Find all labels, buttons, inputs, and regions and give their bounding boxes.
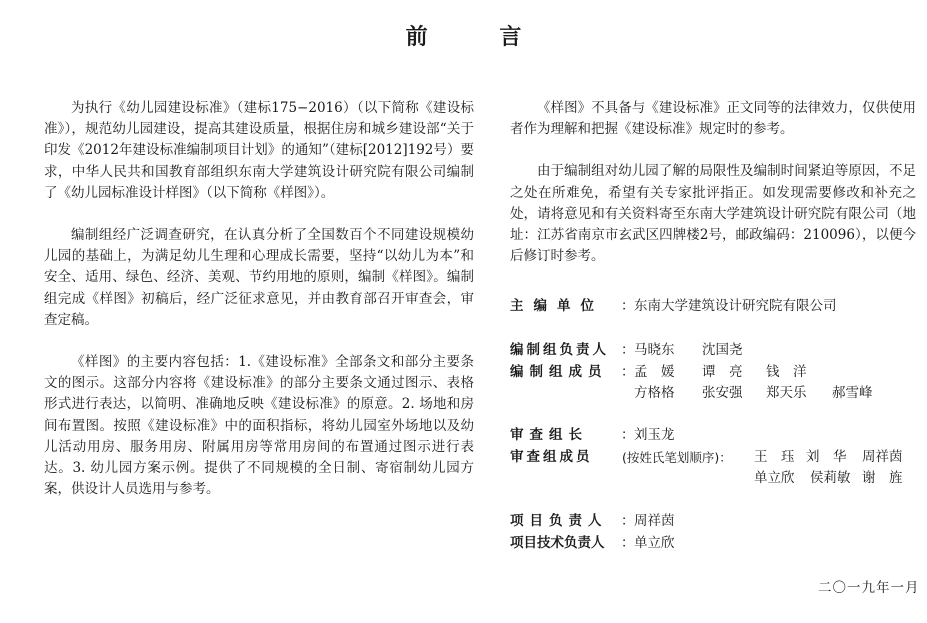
- member-name: 郝雪峰: [832, 385, 873, 401]
- review-members-label: 审查组成员: [510, 448, 593, 465]
- page-title: 前 言: [405, 25, 554, 50]
- review-member-name: 单立欣: [754, 470, 795, 486]
- paragraph-contents: 《样图》的主要内容包括：1.《建设标准》全部条文和部分主要条文的图示。这部分内容将《建设标准》的部分主要条文通过图示、表格形式进行表达，以简明、准确地反映《建设标准》的原意。2. 场地和房间布置图。按照《建设标准》中的面积指标，将幼儿园室外场地以及幼儿活动用房、服务用房、附属用房等常用房间的布置通过图示进行表达。3. 幼儿园方案示例。提供了不同规模的全日制、寄宿制幼儿园方案，供设计人员选用与参考。: [44, 354, 474, 498]
- paragraph-feedback: 由于编制组对幼儿园了解的局限性及编制时间紧迫等原因，不足之处在所难免，希望有关专家批评指正。如发现需要修改和补充之处，请将意见和有关资料寄至东南大学建筑设计研究院有限公司（地址：江苏省南京市玄武区四牌楼2号，邮政编码：210096），以便今后修订时参考。: [510, 163, 916, 265]
- unit-value: 东南大学建筑设计研究院有限公司: [634, 298, 837, 314]
- credits-unit: 主编单位 ： 东南大学建筑设计研究院有限公司: [510, 296, 920, 318]
- paragraph-legal: 《样图》不具备与《建设标准》正文同等的法律效力，仅供使用者作为理解和把握《建设标准》规定时的参考。: [510, 100, 916, 138]
- review-head-label: 审查组长: [510, 427, 588, 443]
- review-member-name: 刘 华: [806, 448, 847, 465]
- date: 二〇一九年一月: [818, 580, 920, 596]
- review-note: (按姓氏笔划顺序)：: [622, 449, 732, 465]
- member-name: 钱 洋: [766, 363, 807, 380]
- tech-lead-name: 单立欣: [634, 534, 675, 551]
- leader-name: 沈国尧: [702, 342, 743, 358]
- leader-name: 马晓东: [634, 342, 675, 358]
- unit-label: 主编单位: [510, 298, 604, 314]
- review-member-name: 周祥茵: [862, 448, 903, 465]
- credits-team: 编制组负责人 ： 马晓东 沈国尧 编制组成员 ： 孟 媛 谭 亮 钱 洋 方格格 张安强 郑天乐 郝雪峰: [510, 340, 920, 405]
- review-member-name: 王 珏: [754, 448, 795, 465]
- paragraph-process: 编制组经广泛调查研究，在认真分析了全国数百个不同建设规模幼儿园的基础上，为满足幼儿生理和心理成长需要，坚持“以幼儿为本”和安全、适用、绿色、经济、美观、节约用地的原则，编制《样图》。编制组完成《样图》初稿后，经广泛征求意见，并由教育部召开审查会，审查定稿。: [44, 227, 474, 328]
- paragraph-intro: 为执行《幼儿园建设标准》（建标175−2016）（以下简称《建设标准》），规范幼儿园建设，提高其建设质量，根据住房和城乡建设部“关于印发《2012年建设标准编制项目计划》的通知”（建标[2012]192号）要求，中华人民共和国教育部组织东南大学建筑设计研究院有限公司编制了《幼儿园标准设计样图》（以下简称《样图》）。: [44, 100, 474, 201]
- member-name: 方格格: [634, 385, 675, 401]
- credits-review: 审查组长 ： 刘玉龙 审查组成员 (按姓氏笔划顺序)： 王 珏 刘 华 周祥茵 单立欣 侯莉敏 谢 旌: [510, 425, 920, 490]
- member-name: 张安强: [702, 385, 743, 401]
- members-label: 编制组成员: [510, 363, 608, 380]
- right-column: [510, 98, 916, 267]
- leader-label: 编制组负责人: [510, 342, 609, 358]
- member-name: 孟 媛: [634, 363, 675, 380]
- review-member-name: 侯莉敏: [810, 470, 851, 486]
- member-name: 谭 亮: [702, 363, 743, 380]
- tech-lead-label: 项目技术负责人: [510, 534, 605, 551]
- member-name: 郑天乐: [766, 385, 807, 401]
- review-member-name: 谢 旌: [862, 470, 903, 486]
- left-column: [44, 98, 474, 500]
- project-lead-name: 周祥茵: [634, 513, 675, 529]
- credits-project: 项目负责人 ： 周祥茵 项目技术负责人 ： 单立欣: [510, 511, 920, 554]
- review-head-name: 刘玉龙: [634, 427, 675, 443]
- project-lead-label: 项目负责人: [510, 513, 608, 529]
